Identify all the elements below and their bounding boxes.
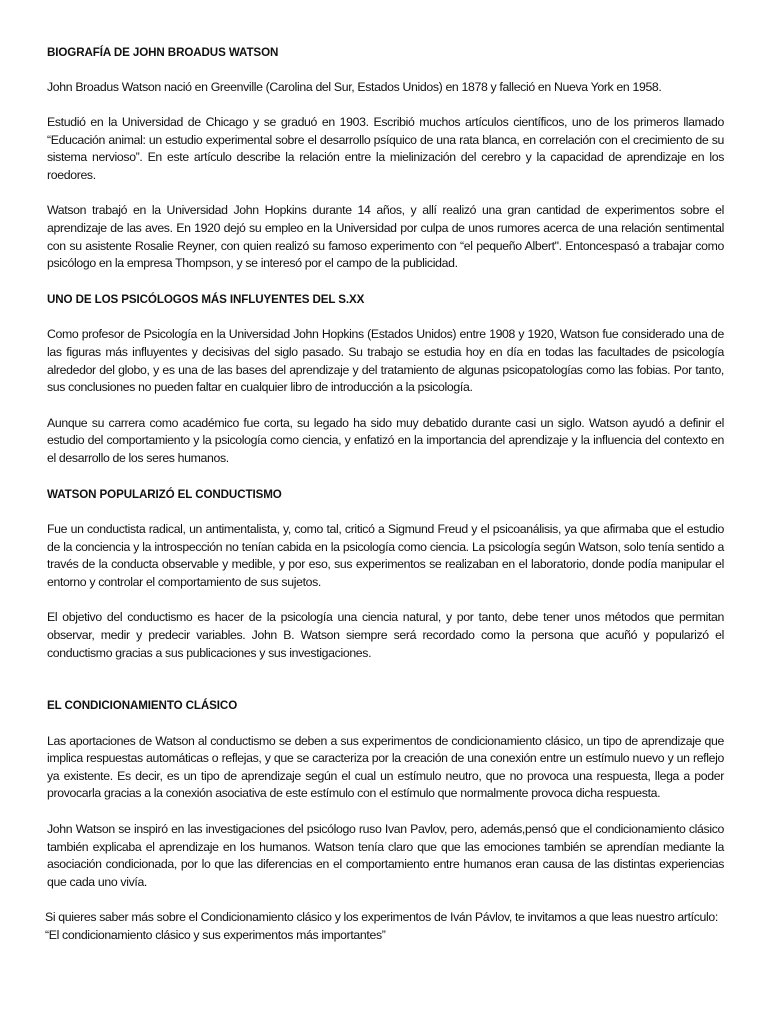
paragraph-pavlov: John Watson se inspiró en las investigaciones del psicólogo ruso Ivan Pavlov, pero, además,pensó que el condicionamiento clásico también explicaba el aprendizaje en los humanos. Watson tenía claro que que las emociones también se aprendían mediante la asociación condicionada, por lo que las diferencias en el comportamiento entre humanos eran causa de las distintas experiencias que cada uno vivía. [47, 822, 724, 889]
section-heading-condicionamiento: EL CONDICIONAMIENTO CLÁSICO [47, 699, 238, 713]
paragraph-conductista-radical: Fue un conductista radical, un antimentalista, y, como tal, criticó a Sigmund Freud y el psicoanálisis, ya que afirmaba que el estudio de la conciencia y la introspección no tenían cabida en la psicología como ciencia. La psicología según Watson, solo tenía sentido a través de la conducta observable y medible, y por eso, sus experimentos se realizaban en el laboratorio, donde podía manipular el entorno y controlar el comportamiento de sus sujetos. [47, 522, 724, 589]
paragraph-profesor: Como profesor de Psicología en la Universidad John Hopkins (Estados Unidos) entre 1908 y 1920, Watson fue considerado una de las figuras más influyentes y decisivas del siglo pasado. Su trabajo se estudia hoy en día en todas las facultades de psicología alrededor del globo, y es una de las bases del aprendizaje y del tratamiento de algunas psicopatologías como las fobias. Por tanto, sus conclusiones no pueden faltar en cualquier libro de introducción a la psicología. [47, 327, 724, 395]
section-heading-influyentes: UNO DE LOS PSICÓLOGOS MÁS INFLUYENTES DEL S.XX [47, 292, 365, 306]
section-heading-conductismo: WATSON POPULARIZÓ EL CONDUCTISMO [47, 487, 282, 501]
paragraph-carrera: Watson trabajó en la Universidad John Hopkins durante 14 años, y allí realizó una gran cantidad de experimentos sobre el aprendizaje de las aves. En 1920 dejó su empleo en la Universidad por culpa de unos rumores acerca de una relación sentimental con su asistente Rosalie Reyner, con quien realizó su famoso experimento con “el pequeño Albert". Entoncespasó a trabajar como psicólogo en la empresa Thompson, y se interesó por el campo de la publicidad. [47, 203, 724, 271]
section-heading-biografia: BIOGRAFÍA DE JOHN BROADUS WATSON [47, 46, 279, 59]
paragraph-estudios: Estudió en la Universidad de Chicago y se graduó en 1903. Escribió muchos artículos científicos, uno de los primeros llamado “Educación animal: un estudio experimental sobre el desarrollo psíquico de una rata blanca, en correlación con el crecimiento de su sistema nervioso”. En este artículo describe la relación entre la mielinización del cerebro y la capacidad de aprendizaje en los roedores. [47, 115, 724, 182]
paragraph-legado: Aunque su carrera como académico fue corta, su legado ha sido muy debatido durante casi un siglo. Watson ayudó a definir el estudio del comportamiento y la psicología como ciencia, y enfatizó en la importancia del aprendizaje y la influencia del contexto en el desarrollo de los seres humanos. [47, 415, 724, 465]
paragraph-nacimiento: John Broadus Watson nació en Greenville (Carolina del Sur, Estados Unidos) en 1878 y falleció en Nueva York en 1958. [47, 79, 662, 94]
paragraph-invitacion-articulo: Si quieres saber más sobre el Condicionamiento clásico y los experimentos de Iván Pávlov, te invitamos a que leas nuestro artículo: “El condicionamiento clásico y sus experimentos más importantes” [45, 910, 718, 942]
paragraph-aportaciones: Las aportaciones de Watson al conductismo se deben a sus experimentos de condicionamiento clásico, un tipo de aprendizaje que implica respuestas automáticas o reflejas, y que se caracteriza por la creación de una conexión entre un estímulo nuevo y un reflejo ya existente. Es decir, es un tipo de aprendizaje según el cual un estímulo neutro, que no provoca una respuesta, llega a poder provocarla gracias a la conexión asociativa de este estímulo con el estímulo que normalmente provoca dicha respuesta. [47, 733, 724, 801]
paragraph-objetivo-conductismo: El objetivo del conductismo es hacer de la psicología una ciencia natural, y por tanto, debe tener unos métodos que permitan observar, medir y predecir variables. John B. Watson siempre será recordado como la persona que acuñó y popularizó el conductismo gracias a sus publicaciones y sus investigaciones. [47, 610, 724, 660]
